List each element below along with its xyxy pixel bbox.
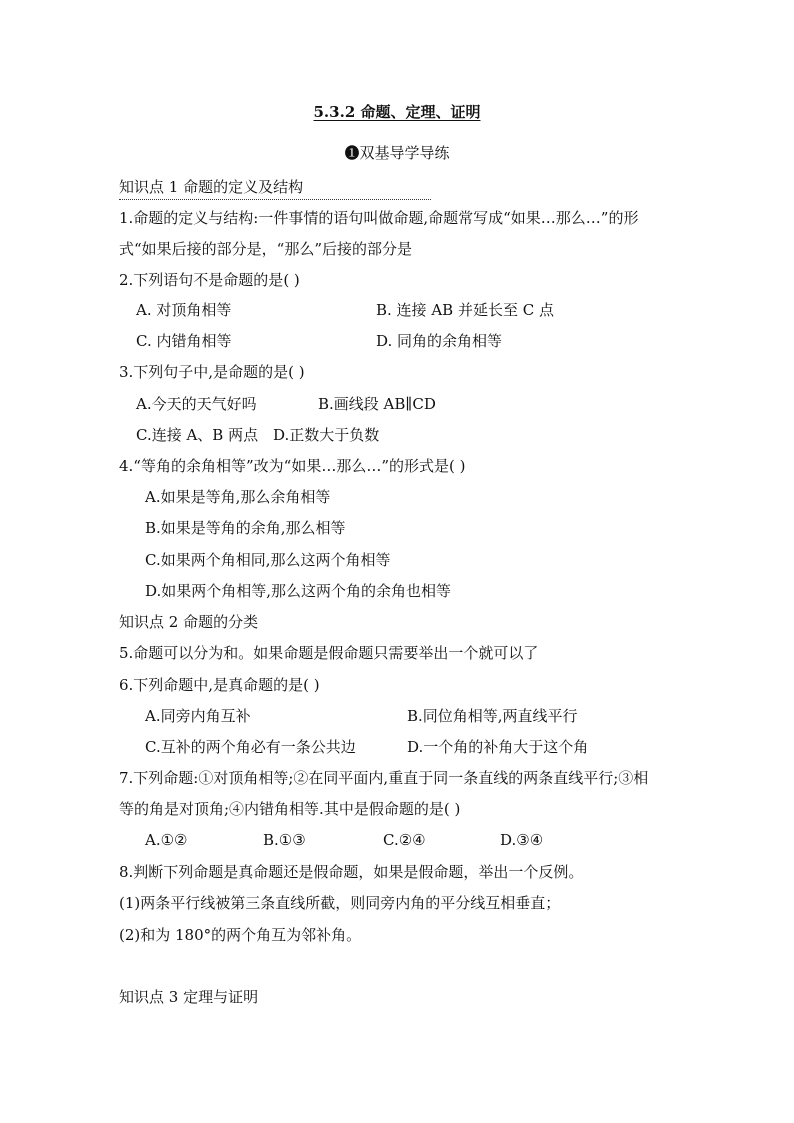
question-4-option-a: A.如果是等角,那么余角相等 [145, 488, 331, 506]
question-7-line-1: 7.下列命题:①对顶角相等;②在同平面内,重直于同一条直线的两条直线平行;③相 [119, 769, 649, 787]
question-2-option-c: C. 内错角相等 [136, 332, 232, 350]
question-8-part-1: (1)两条平行线被第三条直线所截，则同旁内角的平分线互相垂直； [119, 894, 561, 912]
question-2-option-a: A. 对顶角相等 [136, 301, 232, 319]
section-heading-3: 知识点 3 定理与证明 [119, 988, 259, 1006]
question-8-stem: 8.判断下列命题是真命题还是假命题，如果是假命题，举出一个反例。 [119, 863, 584, 881]
question-7-option-a: A.①② [145, 831, 188, 849]
question-8-part-2: (2)和为 180°的两个角互为邻补角。 [119, 926, 362, 944]
question-6-option-b: B.同位角相等,两直线平行 [407, 707, 578, 725]
question-4-option-d: D.如果两个角相等,那么这两个角的余角也相等 [145, 582, 452, 600]
question-7-option-c: C.②④ [383, 831, 426, 849]
section-heading-1: 知识点 1 命题的定义及结构 [119, 178, 304, 196]
question-2-option-b: B. 连接 AB 并延长至 C 点 [376, 301, 554, 319]
question-3-option-a: A.今天的天气好吗 [136, 395, 257, 413]
question-7-line-2: 等的角是对顶角;④内错角相等.其中是假命题的是( ) [119, 800, 461, 818]
question-2-option-d: D. 同角的余角相等 [376, 332, 503, 350]
question-3-option-d: D.正数大于负数 [273, 426, 380, 444]
question-2-stem: 2.下列语句不是命题的是( ) [119, 271, 300, 289]
question-6-option-a: A.同旁内角互补 [145, 707, 251, 725]
page-title: 5.3.2 命题、定理、证明 [313, 103, 481, 121]
question-1-line-2: 式“如果后接的部分是，“那么”后接的部分是 [119, 240, 413, 258]
question-3-option-c: C.连接 A、B 两点 [136, 426, 259, 444]
section-heading-2: 知识点 2 命题的分类 [119, 613, 259, 631]
question-7-option-b: B.①③ [263, 831, 306, 849]
question-7-option-d: D.③④ [500, 831, 544, 849]
question-4-option-b: B.如果是等角的余角,那么相等 [145, 519, 346, 537]
question-3-stem: 3.下列句子中,是命题的是( ) [119, 363, 305, 381]
question-3-option-b: B.画线段 AB∥CD [318, 395, 436, 413]
question-6-option-c: C.互补的两个角必有一条公共边 [145, 738, 356, 756]
question-4-option-c: C.如果两个角相同,那么这两个角相等 [145, 551, 391, 569]
page-subtitle: ❶双基导学导练 [344, 144, 450, 162]
question-6-stem: 6.下列命题中,是真命题的是( ) [119, 676, 320, 694]
question-5: 5.命题可以分为和。如果命题是假命题只需要举出一个就可以了 [119, 644, 539, 662]
question-4-stem: 4.“等角的余角相等”改为“如果…那么…”的形式是( ) [119, 457, 466, 475]
question-6-option-d: D.一个角的补角大于这个角 [407, 738, 589, 756]
question-1-line-1: 1.命题的定义与结构:一件事情的语句叫做命题,命题常写成“如果…那么…”的形 [119, 209, 639, 227]
